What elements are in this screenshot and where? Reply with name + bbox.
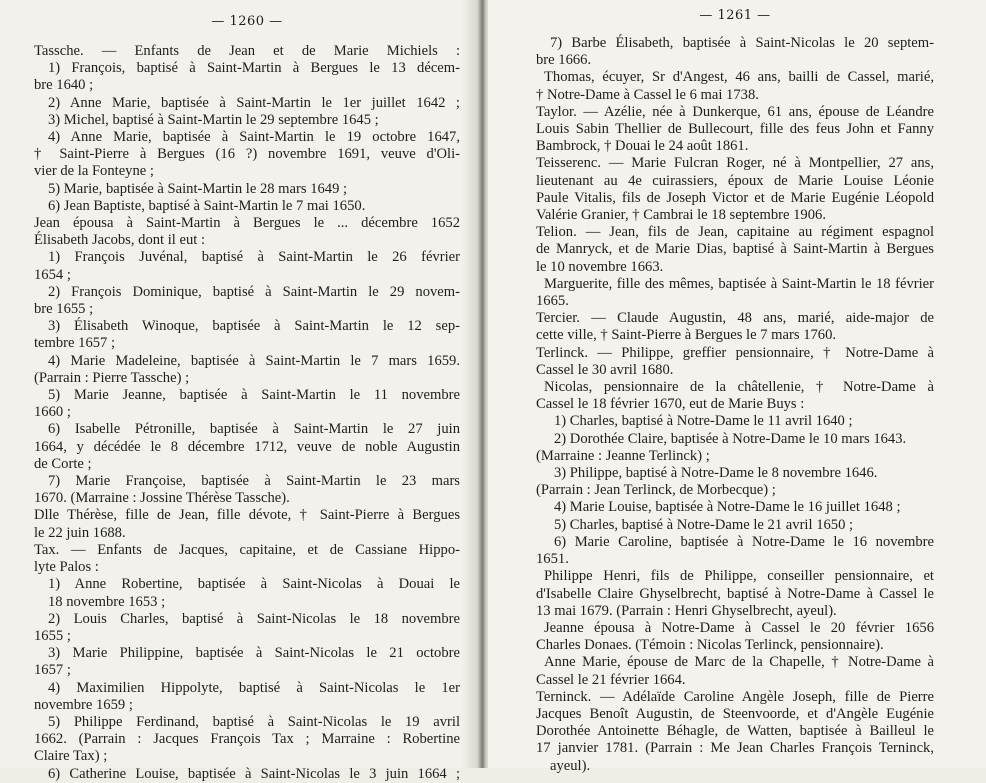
text-line: 6) Jean Baptiste, baptisé à Saint-Martin le 7 mai 1650. — [48, 197, 366, 214]
text-line: Cassel le 30 avril 1680. — [536, 361, 674, 378]
text-line: 3) Michel, baptisé à Saint-Martin le 29 septembre 1645 ; — [48, 111, 379, 128]
text-line: Cassel le 18 février 1670, eut de Marie Buys : — [536, 396, 805, 413]
text-line: 1662. (Parrain : Jacques François Tax ; Marraine : Robertine — [34, 731, 460, 748]
text-line: de Manryck, et de Marie Dias, baptisé à Saint-Martin à Bergues — [536, 241, 934, 258]
text-line: 2) Anne Marie, baptisée à Saint-Martin le 1er juillet 1642 ; — [48, 94, 460, 111]
text-line: 1665. — [536, 293, 569, 310]
text-line: Marguerite, fille des mêmes, baptisée à Saint-Martin le 18 février — [544, 275, 934, 292]
text-line: cette ville, † Saint-Pierre à Bergues le 7 mars 1760. — [536, 327, 837, 344]
text-line: 17 janvier 1781. (Parrain : Me Jean Charles François Terninck, — [536, 740, 934, 757]
text-line: tembre 1657 ; — [34, 335, 116, 352]
right-page-text — [536, 35, 934, 775]
text-line: Louis Sabin Thellier de Bullecourt, fille des feus John et Fanny — [536, 121, 934, 138]
text-line: 4) Maximilien Hippolyte, baptisé à Saint-Nicolas le 1er — [48, 679, 460, 696]
text-line: lieutenant au 4e cuirassiers, époux de Marie Louise Léonie — [536, 172, 934, 189]
text-line: bre 1655 ; — [34, 301, 94, 318]
text-line: 1660 ; — [34, 404, 71, 421]
text-line: Claire Tax) ; — [34, 748, 108, 765]
text-line: Telion. — Jean, fils de Jean, capitaine au régiment espagnol — [536, 224, 934, 241]
text-line: 1) François, baptisé à Saint-Martin à Bergues le 13 décem- — [48, 60, 460, 77]
text-line: le 22 juin 1688. — [34, 524, 126, 541]
text-line: Jean épousa à Saint-Martin à Bergues le ... décembre 1652 — [34, 215, 460, 232]
text-line: Jacques Benoît Augustin, de Steenvoorde, et d'Angèle Eugénie — [536, 705, 934, 722]
text-line: Élisabeth Jacobs, dont il eut : — [34, 232, 206, 249]
text-line: 4) Marie Louise, baptisée à Notre-Dame le 16 juillet 1648 ; — [554, 499, 901, 516]
text-line: † Notre-Dame à Cassel le 6 mai 1738. — [536, 86, 759, 103]
text-line: 4) Marie Madeleine, baptisée à Saint-Martin le 7 mars 1659. — [48, 352, 460, 369]
text-line: 1670. (Marraine : Jossine Thérèse Tassche). — [34, 490, 290, 507]
text-line: Valérie Granier, † Cambrai le 18 septembre 1906. — [536, 207, 826, 224]
text-line: Cassel le 21 février 1664. — [536, 671, 686, 688]
text-line: 5) Charles, baptisé à Notre-Dame le 21 avril 1650 ; — [554, 516, 854, 533]
text-line: Anne Marie, épouse de Marc de la Chapelle, † Notre-Dame à — [544, 654, 934, 671]
text-line: 13 mai 1679. (Parrain : Henri Ghyselbrecht, ayeul). — [536, 602, 837, 619]
text-line: 6) Isabelle Pétronille, baptisée à Saint-Martin le 27 juin — [48, 421, 460, 438]
text-line: Teisserenc. — Marie Fulcran Roger, né à Montpellier, 27 ans, — [536, 155, 934, 172]
text-line: Nicolas, pensionnaire de la châtellenie, † Notre-Dame à — [544, 379, 934, 396]
text-line: 2) Dorothée Claire, baptisée à Notre-Dame le 10 mars 1643. — [554, 430, 907, 447]
text-line: Tassche. — Enfants de Jean et de Marie Michiels : — [34, 43, 460, 59]
text-line: Tax. — Enfants de Jacques, capitaine, et de Cassiane Hippo- — [34, 541, 460, 558]
text-line: 1) Charles, baptisé à Notre-Dame le 11 avril 1640 ; — [554, 413, 853, 430]
left-page-text — [34, 43, 460, 783]
text-line: Paule Vitalis, fils de Joseph Victor et de Marie Eugénie Léopold — [536, 189, 934, 206]
text-line: 1) Anne Robertine, baptisée à Saint-Nicolas à Douai le — [48, 576, 460, 593]
text-line: vier de la Fonteyne ; — [34, 163, 154, 180]
left-page — [0, 0, 484, 782]
text-line: bre 1640 ; — [34, 77, 94, 94]
text-line: 7) Marie Françoise, baptisée à Saint-Martin le 23 mars — [48, 473, 460, 490]
text-line: de Corte ; — [34, 455, 92, 472]
text-line: Dorothée Antoinette Béhagle, de Watten, baptisée à Bailleul le — [536, 723, 934, 740]
text-line: Jeanne épousa à Notre-Dame à Cassel le 20 février 1656 — [544, 619, 934, 636]
text-line: 3) Marie Philippine, baptisée à Saint-Nicolas le 21 octobre — [48, 645, 460, 662]
text-line: 3) Philippe, baptisé à Notre-Dame le 8 novembre 1646. — [554, 465, 878, 482]
text-line: (Parrain : Jean Terlinck, de Morbecque) ; — [536, 482, 776, 499]
text-line: Philippe Henri, fils de Philippe, conseiller pensionnaire, et — [544, 568, 934, 585]
right-page — [488, 0, 986, 774]
text-line: Taylor. — Azélie, née à Dunkerque, 61 ans, épouse de Léandre — [536, 103, 934, 120]
text-line: 1655 ; — [34, 627, 71, 644]
text-line: Dlle Thérèse, fille de Jean, fille dévote, † Saint-Pierre à Bergues — [34, 507, 460, 524]
text-line: 1664, y décédée le 8 décembre 1712, veuve de noble Augustin — [34, 438, 460, 455]
text-line: 1) François Juvénal, baptisé à Saint-Martin le 26 février — [48, 249, 460, 266]
text-line: (Marraine : Jeanne Terlinck) ; — [536, 447, 710, 464]
text-line: 3) Élisabeth Winoque, baptisée à Saint-Martin le 12 sep- — [48, 318, 460, 335]
text-line: 1654 ; — [34, 266, 71, 283]
text-line: novembre 1659 ; — [34, 696, 133, 713]
text-line: 1651. — [536, 551, 569, 568]
text-line: le 10 novembre 1663. — [536, 258, 664, 275]
text-line: 2) Louis Charles, baptisé à Saint-Nicolas le 18 novembre — [48, 610, 460, 627]
text-line: 1657 ; — [34, 662, 71, 679]
text-line: Terlinck. — Philippe, greffier pensionnaire, † Notre-Dame à — [536, 344, 934, 361]
text-line: Bambrock, † Douai le 24 août 1861. — [536, 138, 749, 155]
text-line: d'Isabelle Claire Ghyselbrecht, baptisé à Notre-Dame à Cassel le — [536, 585, 934, 602]
text-line: Terninck. — Adélaïde Caroline Angèle Joseph, fille de Pierre — [536, 688, 934, 705]
text-line: ayeul). — [550, 757, 591, 774]
text-line: lyte Palos : — [34, 559, 99, 576]
text-line: Thomas, écuyer, Sr d'Angest, 46 ans, bailli de Cassel, marié, — [544, 69, 934, 86]
text-line: 6) Marie Caroline, baptisée à Notre-Dame le 16 novembre — [554, 533, 934, 550]
text-line: (Parrain : Pierre Tassche) ; — [34, 369, 190, 386]
page-number-left: — 1260 — — [211, 14, 283, 29]
text-line: Charles Donaes. (Témoin : Nicolas Terlinck, pensionnaire). — [536, 637, 884, 654]
text-line: † Saint-Pierre à Bergues (16 ?) novembre 1691, veuve d'Oli- — [34, 146, 460, 163]
text-line: 5) Marie, baptisée à Saint-Martin le 28 mars 1649 ; — [48, 180, 348, 197]
text-line: Tercier. — Claude Augustin, 48 ans, marié, aide-major de — [536, 310, 934, 327]
text-line: 2) François Dominique, baptisé à Saint-Martin le 29 novem- — [48, 283, 460, 300]
page-number-right: — 1261 — — [699, 8, 771, 23]
text-line: 4) Anne Marie, baptisée à Saint-Martin le 19 octobre 1647, — [48, 129, 460, 146]
text-line: bre 1666. — [536, 52, 592, 69]
text-line: 5) Philippe Ferdinand, baptisé à Saint-Nicolas le 19 avril — [48, 713, 460, 730]
text-line: 5) Marie Jeanne, baptisée à Saint-Martin le 11 novembre — [48, 387, 460, 404]
text-line: 6) Catherine Louise, baptisée à Saint-Nicolas le 3 juin 1664 ; — [48, 765, 460, 782]
text-line: 18 novembre 1653 ; — [48, 593, 166, 610]
text-line: 7) Barbe Élisabeth, baptisée à Saint-Nicolas le 20 septem- — [550, 35, 934, 51]
